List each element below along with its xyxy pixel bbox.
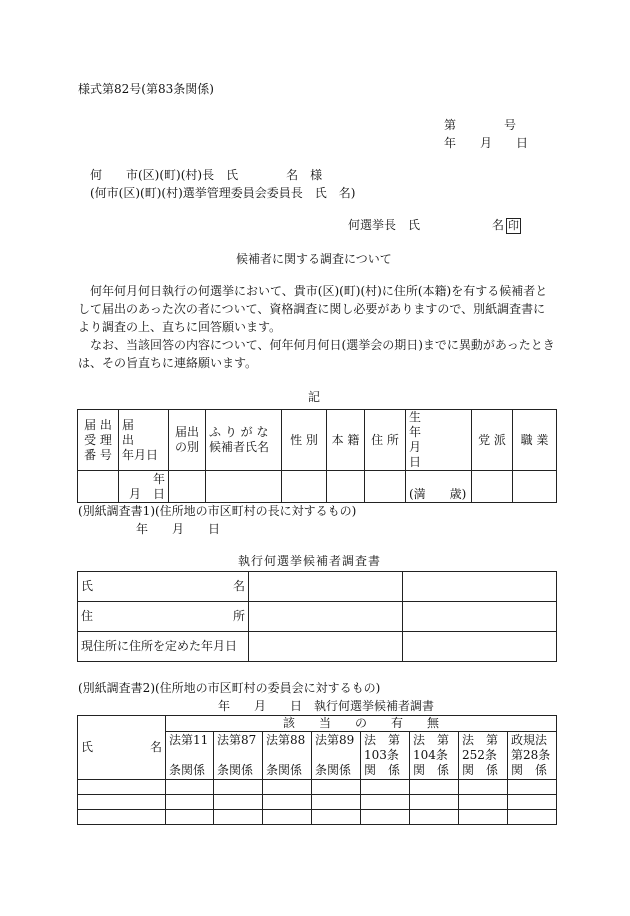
form-number: 様式第82号(第83条関係) (78, 82, 214, 96)
cell-filing-date: 年 月 日 (119, 471, 169, 503)
body-text (78, 282, 556, 372)
candidate-table-header (78, 410, 557, 471)
survey2-cell (410, 810, 459, 825)
col-art89: 法第89 条関係 (312, 732, 361, 780)
candidate-table (77, 409, 557, 503)
header-sex: 性 別 (282, 410, 327, 471)
header-address: 住 所 (365, 410, 406, 471)
survey1-row-residence-date (78, 632, 557, 662)
survey1-title: 執行何選挙候補者調査書 (238, 554, 382, 568)
survey2-cell (78, 795, 166, 810)
survey2-cell (263, 795, 312, 810)
addressee-committee: (何市(区)(町)(村)選挙管理委員会委員長 氏 名) (90, 186, 356, 200)
survey2-row (78, 795, 557, 810)
header-party: 党 派 (472, 410, 513, 471)
col-art88: 法第88 条関係 (263, 732, 312, 780)
header-filing-date: 届 出 年月日 (119, 410, 169, 471)
survey2-label: (別紙調査書2)(住所地の市区町村の委員会に対するもの) (78, 681, 381, 695)
seal-mark: 印 (508, 219, 520, 232)
survey1-table (77, 571, 557, 662)
survey1-cell (249, 602, 403, 632)
ki-mark: 記 (308, 390, 321, 404)
survey2-cell (508, 795, 557, 810)
document-number: 第 号 (444, 118, 517, 132)
survey2-cell (78, 810, 166, 825)
cell-address (365, 471, 406, 503)
survey1-cell (403, 602, 557, 632)
survey1-row-name (78, 572, 557, 602)
col-art87: 法第87 条関係 (214, 732, 263, 780)
survey2-cell (312, 795, 361, 810)
addressee-mayor: 何 市(区)(町)(村)長 氏 名 様 (90, 168, 323, 182)
survey1-cell (403, 572, 557, 602)
survey2-row (78, 810, 557, 825)
survey2-cell (312, 780, 361, 795)
survey2-cell (410, 795, 459, 810)
col-art103: 法 第 103条 関 係 (361, 732, 410, 780)
sender (348, 218, 521, 234)
cell-candidate-name (206, 471, 282, 503)
survey2-table (77, 715, 557, 825)
survey2-cell (78, 780, 166, 795)
col-art104: 法 第 104条 関 係 (410, 732, 459, 780)
survey2-row (78, 780, 557, 795)
survey2-cell (214, 810, 263, 825)
cell-receipt-no (78, 471, 119, 503)
document-date: 年 月 日 (444, 136, 529, 150)
survey1-label-name: 氏 名 (78, 572, 249, 602)
header-domicile: 本 籍 (327, 410, 365, 471)
cell-birthdate: (満 歳) (406, 471, 472, 503)
survey1-label: (別紙調査書1)(住所地の市区町村の長に対するもの) (78, 504, 357, 518)
survey1-label-address: 住 所 (78, 602, 249, 632)
cell-party (472, 471, 513, 503)
sender-name: 何選挙長 氏 名 (348, 218, 505, 232)
survey2-cell (166, 810, 214, 825)
cell-domicile (327, 471, 365, 503)
col-art11: 法第11 条関係 (166, 732, 214, 780)
survey2-cell (508, 810, 557, 825)
document-title: 候補者に関する調査について (236, 252, 392, 266)
survey1-label-residence-date: 現住所に住所を定めた年月日 (78, 632, 249, 662)
survey2-cell (361, 780, 410, 795)
survey2-cell (166, 780, 214, 795)
survey1-cell (403, 632, 557, 662)
survey2-cell (166, 795, 214, 810)
header-filing-type: 届出 の別 (169, 410, 206, 471)
header-occupation: 職 業 (513, 410, 557, 471)
survey2-cell (214, 780, 263, 795)
header-receipt-no: 届 出 受 理 番 号 (78, 410, 119, 471)
cell-filing-type (169, 471, 206, 503)
survey2-title: 年 月 日 執行何選挙候補者調書 (218, 699, 435, 713)
cell-occupation (513, 471, 557, 503)
survey2-cell (459, 780, 508, 795)
survey1-row-address (78, 602, 557, 632)
body-paragraph-1: 何年何月何日執行の何選挙において、貴市(区)(町)(村)に住所(本籍)を有する候補者として届出のあった次の者について、資格調査に関し必要がありますので、別紙調査書により調査の上、直ちに回答願います。 (78, 284, 548, 334)
survey2-cell (410, 780, 459, 795)
col-political-funds-28: 政規法 第28条 関 係 (508, 732, 557, 780)
survey2-cell (312, 810, 361, 825)
survey2-applicability-header: 該 当 の 有 無 (166, 716, 557, 732)
survey2-cell (508, 780, 557, 795)
survey2-cell (361, 795, 410, 810)
header-candidate-name: ふ り が な 候補者氏名 (206, 410, 282, 471)
header-birthdate: 生 年 月 日 (406, 410, 472, 471)
survey2-cell (459, 810, 508, 825)
body-paragraph-2: なお、当該回答の内容について、何年何月何日(選挙会の期日)までに異動があったときは、その旨直ちに連絡願います。 (78, 338, 555, 370)
survey1-cell (249, 572, 403, 602)
survey2-header-group (78, 716, 557, 732)
survey2-cell (263, 810, 312, 825)
survey2-cell (459, 795, 508, 810)
survey2-name-header: 氏 名 (78, 716, 166, 780)
survey1-cell (249, 632, 403, 662)
survey1-date: 年 月 日 (136, 522, 221, 536)
survey2-cell (361, 810, 410, 825)
candidate-table-row (78, 471, 557, 503)
cell-sex (282, 471, 327, 503)
survey2-cell (214, 795, 263, 810)
survey2-cell (263, 780, 312, 795)
col-art252: 法 第 252条 関 係 (459, 732, 508, 780)
